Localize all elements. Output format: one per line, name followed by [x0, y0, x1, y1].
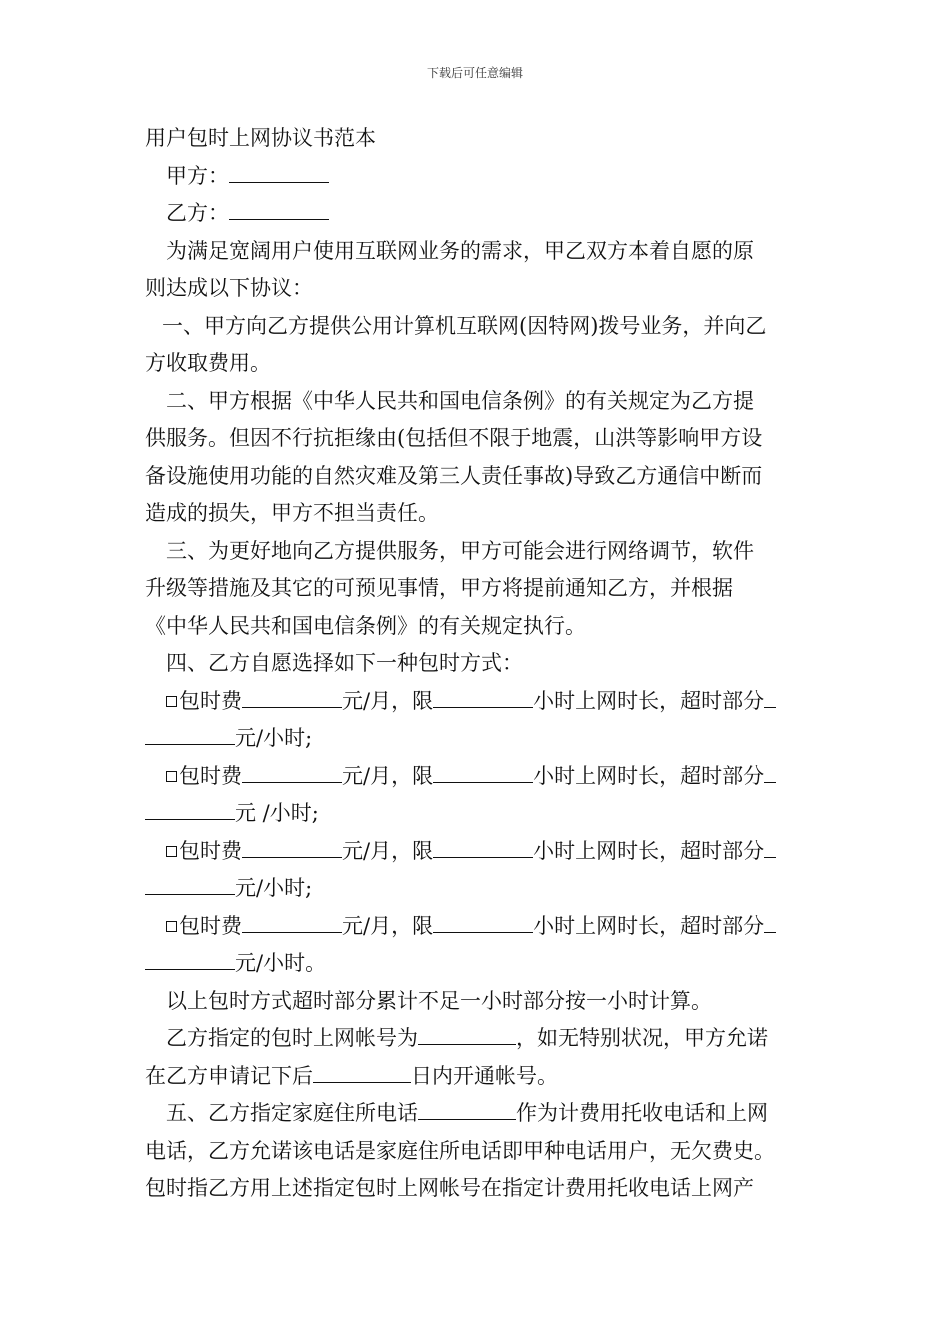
- account-text-2: ，如无特别状况，甲方允诺: [516, 1026, 768, 1050]
- overtime-blank: [145, 799, 235, 820]
- hours-blank: [433, 687, 533, 708]
- option-3-line-1: [145, 833, 825, 871]
- option-2-line-1: [145, 758, 825, 796]
- clause-3-line-2: 升级等措施及其它的可预见事情，甲方将提前通知乙方，并根据: [145, 576, 733, 600]
- fee-blank: [242, 687, 342, 708]
- party-a-blank: [229, 162, 329, 183]
- party-b-label: 乙方：: [166, 201, 229, 225]
- option-1-line-1: [145, 683, 825, 721]
- overtime-blank: [145, 724, 235, 745]
- fee-blank: [242, 837, 342, 858]
- account-text-3: 在乙方申请记下后: [145, 1063, 313, 1088]
- option-3-line-2: [145, 870, 825, 908]
- option-hours-label: 小时上网时长，超时部分: [533, 838, 765, 863]
- document-body: [145, 120, 825, 1208]
- account-text-1: 乙方指定的包时上网帐号为: [166, 1026, 418, 1050]
- option-fee-label: 包时费: [179, 838, 242, 863]
- fee-blank: [242, 912, 342, 933]
- days-blank: [313, 1062, 411, 1083]
- checkbox-icon[interactable]: [166, 921, 177, 932]
- phone-blank: [418, 1099, 516, 1120]
- overtime-blank-start: [764, 912, 776, 933]
- party-a-line: [145, 158, 825, 196]
- option-month-label: 元/月，限: [342, 913, 434, 938]
- overtime-note: 以上包时方式超时部分累计不足一小时部分按一小时计算。: [166, 988, 712, 1013]
- option-month-label: 元/月，限: [342, 688, 434, 713]
- overtime-blank: [145, 949, 235, 970]
- option-unit: 元/小时;: [235, 726, 313, 750]
- clause-2-line-2: 供服务。但因不行抗拒缘由(包括但不限于地震，山洪等影响甲方设: [145, 426, 763, 450]
- account-blank: [418, 1024, 516, 1045]
- account-line-1: [145, 1020, 825, 1058]
- clause-5-text-2: 作为计费用托收电话和上网: [516, 1101, 768, 1125]
- party-a-label: 甲方：: [166, 163, 229, 188]
- option-hours-label: 小时上网时长，超时部分: [533, 688, 765, 713]
- intro-line-2: 则达成以下协议：: [145, 276, 313, 300]
- overtime-blank-start: [764, 762, 776, 783]
- intro-line-1: 为满足宽阔用户使用互联网业务的需求，甲乙双方本着自愿的原: [166, 238, 754, 263]
- option-fee-label: 包时费: [179, 688, 242, 713]
- clause-5-text-1: 五、乙方指定家庭住所电话: [166, 1101, 418, 1125]
- option-unit: 元/小时。: [235, 951, 327, 975]
- option-month-label: 元/月，限: [342, 763, 434, 788]
- party-b-blank: [229, 199, 329, 220]
- option-fee-label: 包时费: [179, 763, 242, 788]
- clause-2-line-4: 造成的损失，甲方不担当责任。: [145, 501, 439, 525]
- checkbox-icon[interactable]: [166, 771, 177, 782]
- option-unit: 元 /小时;: [235, 801, 319, 825]
- party-b-line: [145, 195, 825, 233]
- checkbox-icon[interactable]: [166, 696, 177, 707]
- clause-5-line-2: 电话，乙方允诺该电话是家庭住所电话即甲种电话用户，无欠费史。: [145, 1138, 775, 1163]
- clause-2-line-3: 备设施使用功能的自然灾难及第三人责任事故)导致乙方通信中断而: [145, 463, 763, 488]
- option-hours-label: 小时上网时长，超时部分: [533, 913, 765, 938]
- fee-blank: [242, 762, 342, 783]
- account-text-4: 日内开通帐号。: [411, 1063, 558, 1088]
- option-month-label: 元/月，限: [342, 838, 434, 863]
- option-4-line-2: [145, 945, 825, 983]
- account-line-2: [145, 1058, 825, 1096]
- document-title: 用户包时上网协议书范本: [145, 126, 376, 150]
- clause-2-line-1: 二、甲方根据《中华人民共和国电信条例》的有关规定为乙方提: [166, 388, 754, 413]
- option-hours-label: 小时上网时长，超时部分: [533, 763, 765, 788]
- clause-5-line-3: 包时指乙方用上述指定包时上网帐号在指定计费用托收电话上网产: [145, 1176, 754, 1200]
- overtime-blank-start: [764, 687, 776, 708]
- checkbox-icon[interactable]: [166, 846, 177, 857]
- option-1-line-2: [145, 720, 825, 758]
- header-note: 下载后可任意编辑: [426, 66, 523, 80]
- clause-1-line-1: 一、甲方向乙方提供公用计算机互联网(因特网)拨号业务，并向乙: [162, 313, 767, 338]
- hours-blank: [433, 837, 533, 858]
- option-2-line-2: [145, 795, 825, 833]
- hours-blank: [433, 912, 533, 933]
- clause-3-line-1: 三、为更好地向乙方提供服务，甲方可能会进行网络调节，软件: [166, 538, 754, 563]
- overtime-blank-start: [764, 837, 776, 858]
- option-unit: 元/小时;: [235, 876, 313, 900]
- option-4-line-1: [145, 908, 825, 946]
- clause-1-line-2: 方收取费用。: [145, 351, 271, 375]
- clause-5-line-1: [145, 1095, 825, 1133]
- clause-3-line-3: 《中华人民共和国电信条例》的有关规定执行。: [145, 613, 586, 638]
- option-fee-label: 包时费: [179, 913, 242, 938]
- overtime-blank: [145, 874, 235, 895]
- hours-blank: [433, 762, 533, 783]
- clause-4-title: 四、乙方自愿选择如下一种包时方式：: [166, 651, 523, 675]
